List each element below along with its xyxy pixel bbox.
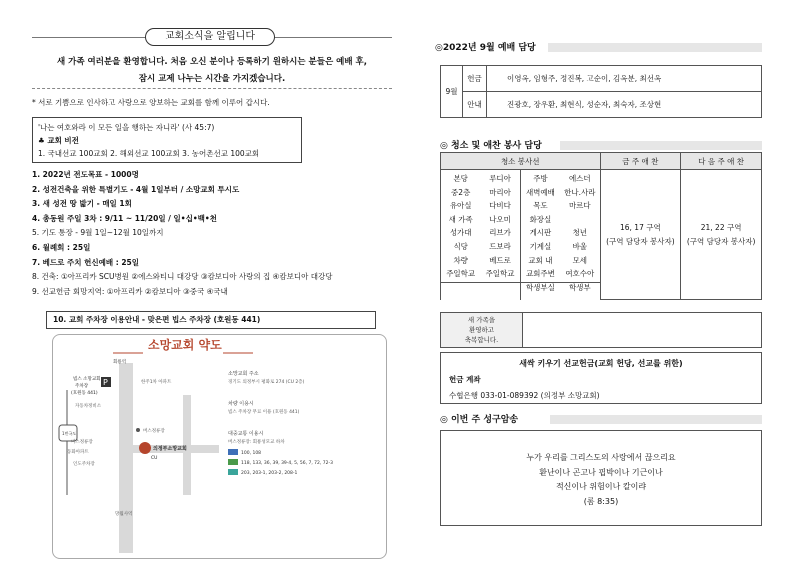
notice-item: 5. 기도 통장 - 9월 1일~12월 10일까지 [32,228,164,238]
bus-station-label: 버스정류장 [71,440,93,445]
route-label: 1번국도 [62,431,77,436]
list-item: 청년 [572,228,588,238]
notice-item: 8. 건축: ①아프리카 SCU병원 ②에스와티니 대강당 ③캄보디아 사랑의 집 ④캄보디아 대강당 [32,272,333,282]
table-header: 청소 봉사선 [441,153,601,170]
notice-item: 2. 성전건축을 위한 특별기도 - 4월 1일부터 / 소망교회 투시도 [32,184,240,194]
welcome-cell-line: 환영하고 [468,326,495,334]
offering-section-title: ◎2022년 9월 예배 담당 [435,43,536,53]
memory-verse-line: 누가 우리를 그리스도의 사랑에서 끊으리요 [526,453,676,462]
welcome-cell-line: 축복합니다. [464,336,499,344]
memory-verse-line: 적신이나 위험이나 칼이랴 [555,482,647,491]
transit-title: 대중교통 이용시 [228,431,264,437]
clean-group-col-2 [560,170,600,300]
list-item: 마르다 [568,201,591,211]
list-item: 모세 [572,255,588,265]
notice-item: 4. 총동원 주일 3차 : 9/11 ~ 11/20일 / 일•십•백•천 [32,213,217,223]
table-header: 다 음 주 애 찬 [681,153,762,170]
section-bar [548,43,762,52]
welcome-cell-line: 새 가족을 [467,316,496,324]
offering-names: 이영옥, 임형주, 정진복, 고순이, 김옥분, 최선옥 [487,66,762,92]
parking-notice: 10. 교회 주차장 이용안내 - 맞은편 빕스 주차장 (호원동 441) [46,311,376,329]
welcome-box [440,312,762,348]
notice-list [32,168,402,299]
table-header-row [441,153,762,170]
memory-verse-line: 환난이나 곤고나 핍박이나 기근이나 [539,467,663,477]
list-item: 새 가족 [448,214,473,224]
church-map [52,334,387,559]
cleaning-table [440,152,762,300]
section-bar [550,415,762,424]
welcome-line-2: 잠시 교제 나누는 시간을 가지겠습니다. [138,74,286,84]
list-item: 여호수아 [565,269,595,279]
welcome-line-1: 새 가족 여러분을 환영합니다. 처음 오신 분이나 등록하기 원하시는 분들은 예배 후, [57,57,367,67]
list-item: 리브가 [489,228,511,238]
cleaning-section-title: ◎ 청소 및 애찬 봉사 담당 [440,141,542,151]
list-item: 기계실 [529,241,552,251]
bus-stop-label: 버스정류장 [143,429,165,434]
church-marker-icon [139,442,151,454]
vips-address-label: (호원동 441) [71,391,98,396]
notice-item: 6. 월례회 : 25일 [32,242,91,252]
vips-parking-label: 주차장 [75,384,89,389]
vision-title: ♣ 교회 비전 [38,136,79,145]
account-number: 수협은행 033-01-089392 (의정부 소망교회) [449,391,600,400]
usher-names: 진광호, 장우환, 최현식, 성순자, 최숙자, 조상현 [487,92,762,118]
car-text: 빕스 주차장 무료 이용 (호원동 441) [228,410,300,415]
table-row [441,66,762,92]
this-week-note: (구역 담당자 봉사자) [606,236,675,246]
list-item: 화장실 [529,214,552,224]
bus-teal-icon [228,469,238,475]
list-item: 교회 내 [528,255,553,265]
list-item: 학생부실 [525,282,555,292]
account-label: 헌금 계좌 [449,375,481,384]
this-week-cell [600,170,681,300]
list-item: 베드로 [489,255,511,265]
bus-line-1: 100, 108 [241,451,262,456]
notice-item: 3. 새 성전 땅 밟기 - 매일 1회 [32,199,132,209]
month-cell: 9월 [441,66,463,118]
mission-offering-box [440,352,762,404]
notice-item: 7. 베드로 주치 헌신예배 : 25일 [32,257,140,267]
list-item: 에스더 [568,174,591,183]
bus-blue-icon [228,449,238,455]
park-label: 인도주차장 [73,462,95,467]
list-item: 나오미 [489,214,511,224]
list-item: 드보라 [489,241,511,251]
usher-label: 안내 [463,92,487,118]
greeting-note: * 서로 기쁨으로 인사하고 사랑으로 양보하는 교회를 함께 이루어 갑시다. [32,98,270,107]
top-station-label: 회룡역 [113,360,127,365]
list-item: 본당 [453,174,468,183]
list-item: 새벽예배 [525,187,555,197]
list-item: 마리아 [489,187,511,197]
verse-vision-box [32,117,302,163]
repair-shop-label: 자동차정비소 [75,404,102,409]
list-item: 중2층 [451,187,471,197]
list-item: 유아실 [449,201,472,211]
notice-item: 1. 2022년 전도목표 - 1000명 [32,170,139,179]
next-week-cell [681,170,762,300]
section-title: 교회소식을 알립니다 [145,28,275,46]
list-item: 성가대 [449,228,472,238]
list-item: 주일학교 [485,269,515,279]
list-item: 주일학교 [446,269,476,279]
list-item: 바울 [572,241,588,251]
map-drawing [53,335,387,559]
list-item: 다비다 [489,201,511,211]
welcome-cell [441,313,523,347]
list-item: 게시판 [529,228,552,238]
table-bottom-border [440,282,601,283]
list-item: 루디아 [489,174,511,183]
memory-verse-box [440,430,762,526]
table-header: 금 주 애 찬 [600,153,681,170]
list-item: 한나.사라 [564,187,596,197]
main-road [119,363,133,553]
bus-line-3: 203, 203-1, 203-2, 208-1 [241,471,298,476]
bus-green-icon [228,459,238,465]
clean-area-col-2 [520,170,560,300]
parking-icon-letter: P [103,378,108,387]
clean-area-col [441,170,481,300]
mission-title: 새싹 키우기 선교헌금(교회 헌당, 선교를 위한) [519,359,683,368]
vision-items: 1. 국내선교 100교회 2. 해외선교 100교회 3. 농어촌선교 100교회 [38,149,260,158]
transit-text: 버스정류장: 회룡성모교 하차 [228,440,285,445]
list-item: 목도 [533,201,548,211]
apartment-label: 한주1차 아파트 [141,380,172,385]
next-week-groups: 21, 22 구역 [700,222,742,232]
table-row [441,92,762,118]
this-week-groups: 16, 17 구역 [620,222,661,232]
address-title: 소망교회 주소 [228,371,259,377]
notice-item: 9. 선교헌금 회망지역: ①아프리카 ②캄보디아 ③중국 ④국내 [32,286,228,296]
list-item [560,213,599,227]
section-bar [560,141,762,150]
address-text: 경기도 의정부시 평화로 274 (CU 2층) [228,380,305,385]
bus-stop-icon [136,428,140,432]
bus-line-2: 118, 133, 36, 39, 39-4, 5, 56, 7, 72, 72-3 [241,461,333,466]
welcome-divider [32,88,392,89]
next-week-note: (구역 담당자 봉사자) [686,236,756,246]
list-item: 주방 [533,174,548,183]
list-item: 학생부 [568,282,591,292]
cu-label: CU [151,456,158,461]
list-item: 교회주변 [525,269,555,279]
bottom-station-label: 망월사역 [115,512,133,517]
list-item: 식당 [453,241,468,251]
verse-section-title: ◎ 이번 주 성구암송 [440,415,519,425]
clean-group-col [480,170,520,300]
memory-verse-ref: (롬 8:35) [583,496,619,506]
offering-label: 헌금 [463,66,487,92]
church-badge-label: 의정부소망교회 [153,446,187,452]
vips-label: 빕스 소망교회 [73,377,101,382]
apartment2-label: 동화아파트 [67,450,89,455]
map-title: 소망교회 약도 [148,338,222,352]
offering-table [440,65,762,118]
car-title: 차량 이용시 [228,401,254,407]
table-row [441,170,762,300]
monthly-verse: '나는 여호와라 이 모든 일을 행하는 자니라' (사 45:7) [38,123,215,132]
list-item: 차량 [453,255,468,265]
